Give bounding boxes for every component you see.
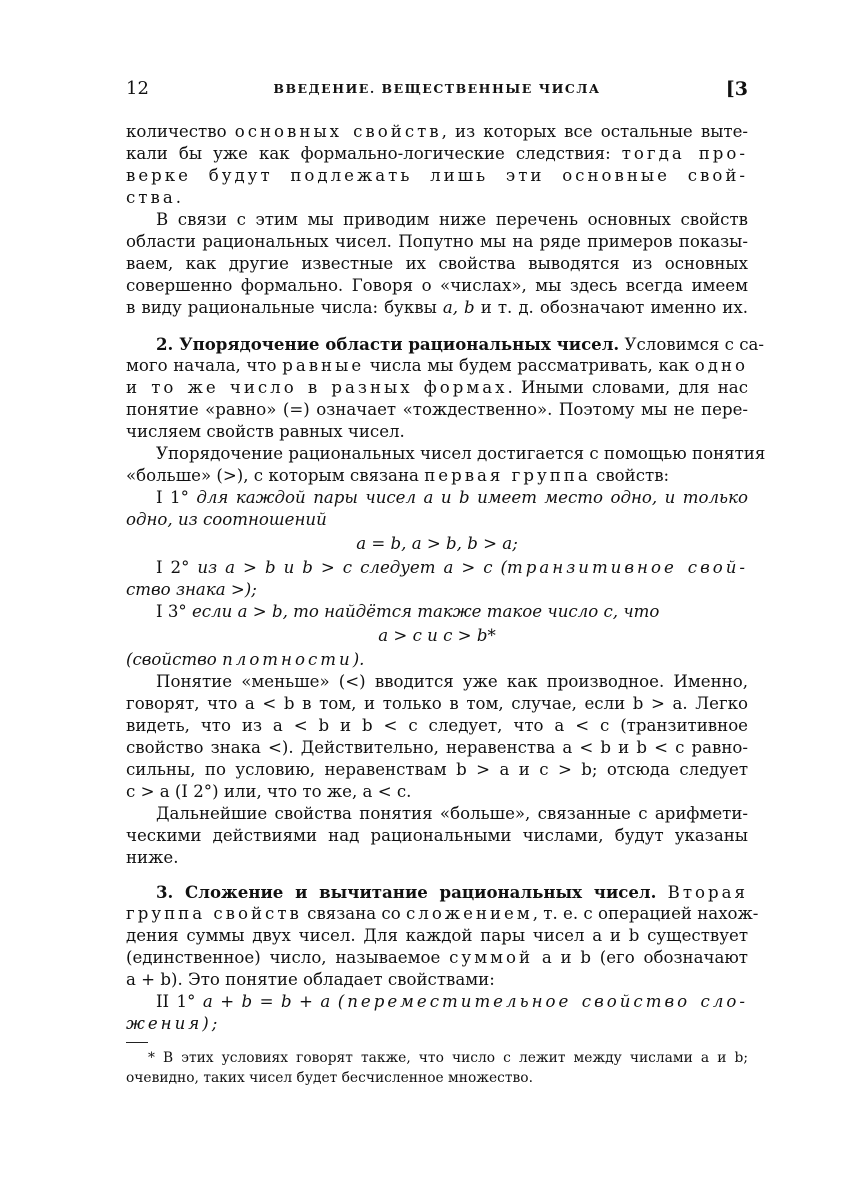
section-2: 2. Упорядочение области рациональных чисел. Условимся с са- мого начала, что равные числа мы будем рассматривать, как одно и то же число в разных формах. Иными словами, для нас понятие «равно» (=) означает «тождественно». Поэтому мы не пере- числяем свойств равных чисел. Упорядочение рациональных чисел достигается с помощью понятия «больше» (>), с которым связана первая группа свойств: I 1° для каждой пары чисел a и b имеет место одно, и только одно, из соотношений a = b, a > b, b > a; I 2° из a > b и b > c следует a > c (транзитивное свой- ство знака >); I 3° если a > b, то найдётся также такое число c, что a > c и c > b* (свойство плотности). Понятие «меньше» (<) вводится уже как производное. Именно, говорят, что a < b в том, и только в том, случае, если b > a. Легко видеть, что из a < b и b < c следует, что a < c (транзитивное свойство знака <). Действительно, неравенства a < b и b < c равно- сильны, по условию, неравенствам b > a и c > b; отсюда следует c > a (I 2°) или, что то же, a < c. Дальнейшие свойства понятия «больше», связанные с арифмети- ческими действиями над рациональными числами, будут указаны ниже.: [126, 334, 766, 867]
footnote: * В этих условиях говорят также, что число c лежит между числами a и b; очевидно, таких чисел будет бесчисленное множество.: [126, 1050, 748, 1086]
running-title: ВВЕДЕНИЕ. ВЕЩЕСТВЕННЫЕ ЧИСЛА: [273, 81, 601, 96]
section-2-heading: 2. Упорядочение области рациональных чисел.: [156, 334, 620, 354]
intro-paragraph: количество основных свойств, из которых все остальные выте- кали бы уже как формально-логические следствия: тогда про- верке будут подлежать лишь эти основные свой- ства.: [126, 122, 749, 207]
section-3-heading: 3. Сложение и вычитание рациональных чисел.: [156, 882, 657, 902]
running-head: [126, 78, 748, 104]
list-paragraph: В связи с этим мы приводим ниже перечень основных свойств области рациональных чисел. Попутно мы на ряде примеров показы- ваем, как другие известные их свойства выводятся из основных совершенно формально. Говоря о «числах», мы здесь всегда имеем в виду рациональные числа: буквы a, b и т. д. обозначают именно их.: [126, 210, 748, 317]
section-mark: [3: [725, 78, 748, 100]
formula-commutative: a + b = b + a: [202, 992, 331, 1011]
formula-density: a > c и c > b*: [378, 626, 496, 645]
section-3: 3. Сложение и вычитание рациональных чисел. Вторая группа свойств связана со сложением, т. е. с операцией нахож- дения суммы двух чисел. Для каждой пары чисел a и b существует (единственное) число, называемое суммой a и b (его обозначают a + b). Это понятие обладает свойствами: II 1° a + b = b + a (переместительное свойство сло- жения);: [126, 882, 759, 1033]
formula-trichotomy: a = b, a > b, b > a;: [356, 534, 518, 553]
footnote-rule: [126, 1042, 148, 1043]
page-number: 12: [126, 78, 149, 99]
